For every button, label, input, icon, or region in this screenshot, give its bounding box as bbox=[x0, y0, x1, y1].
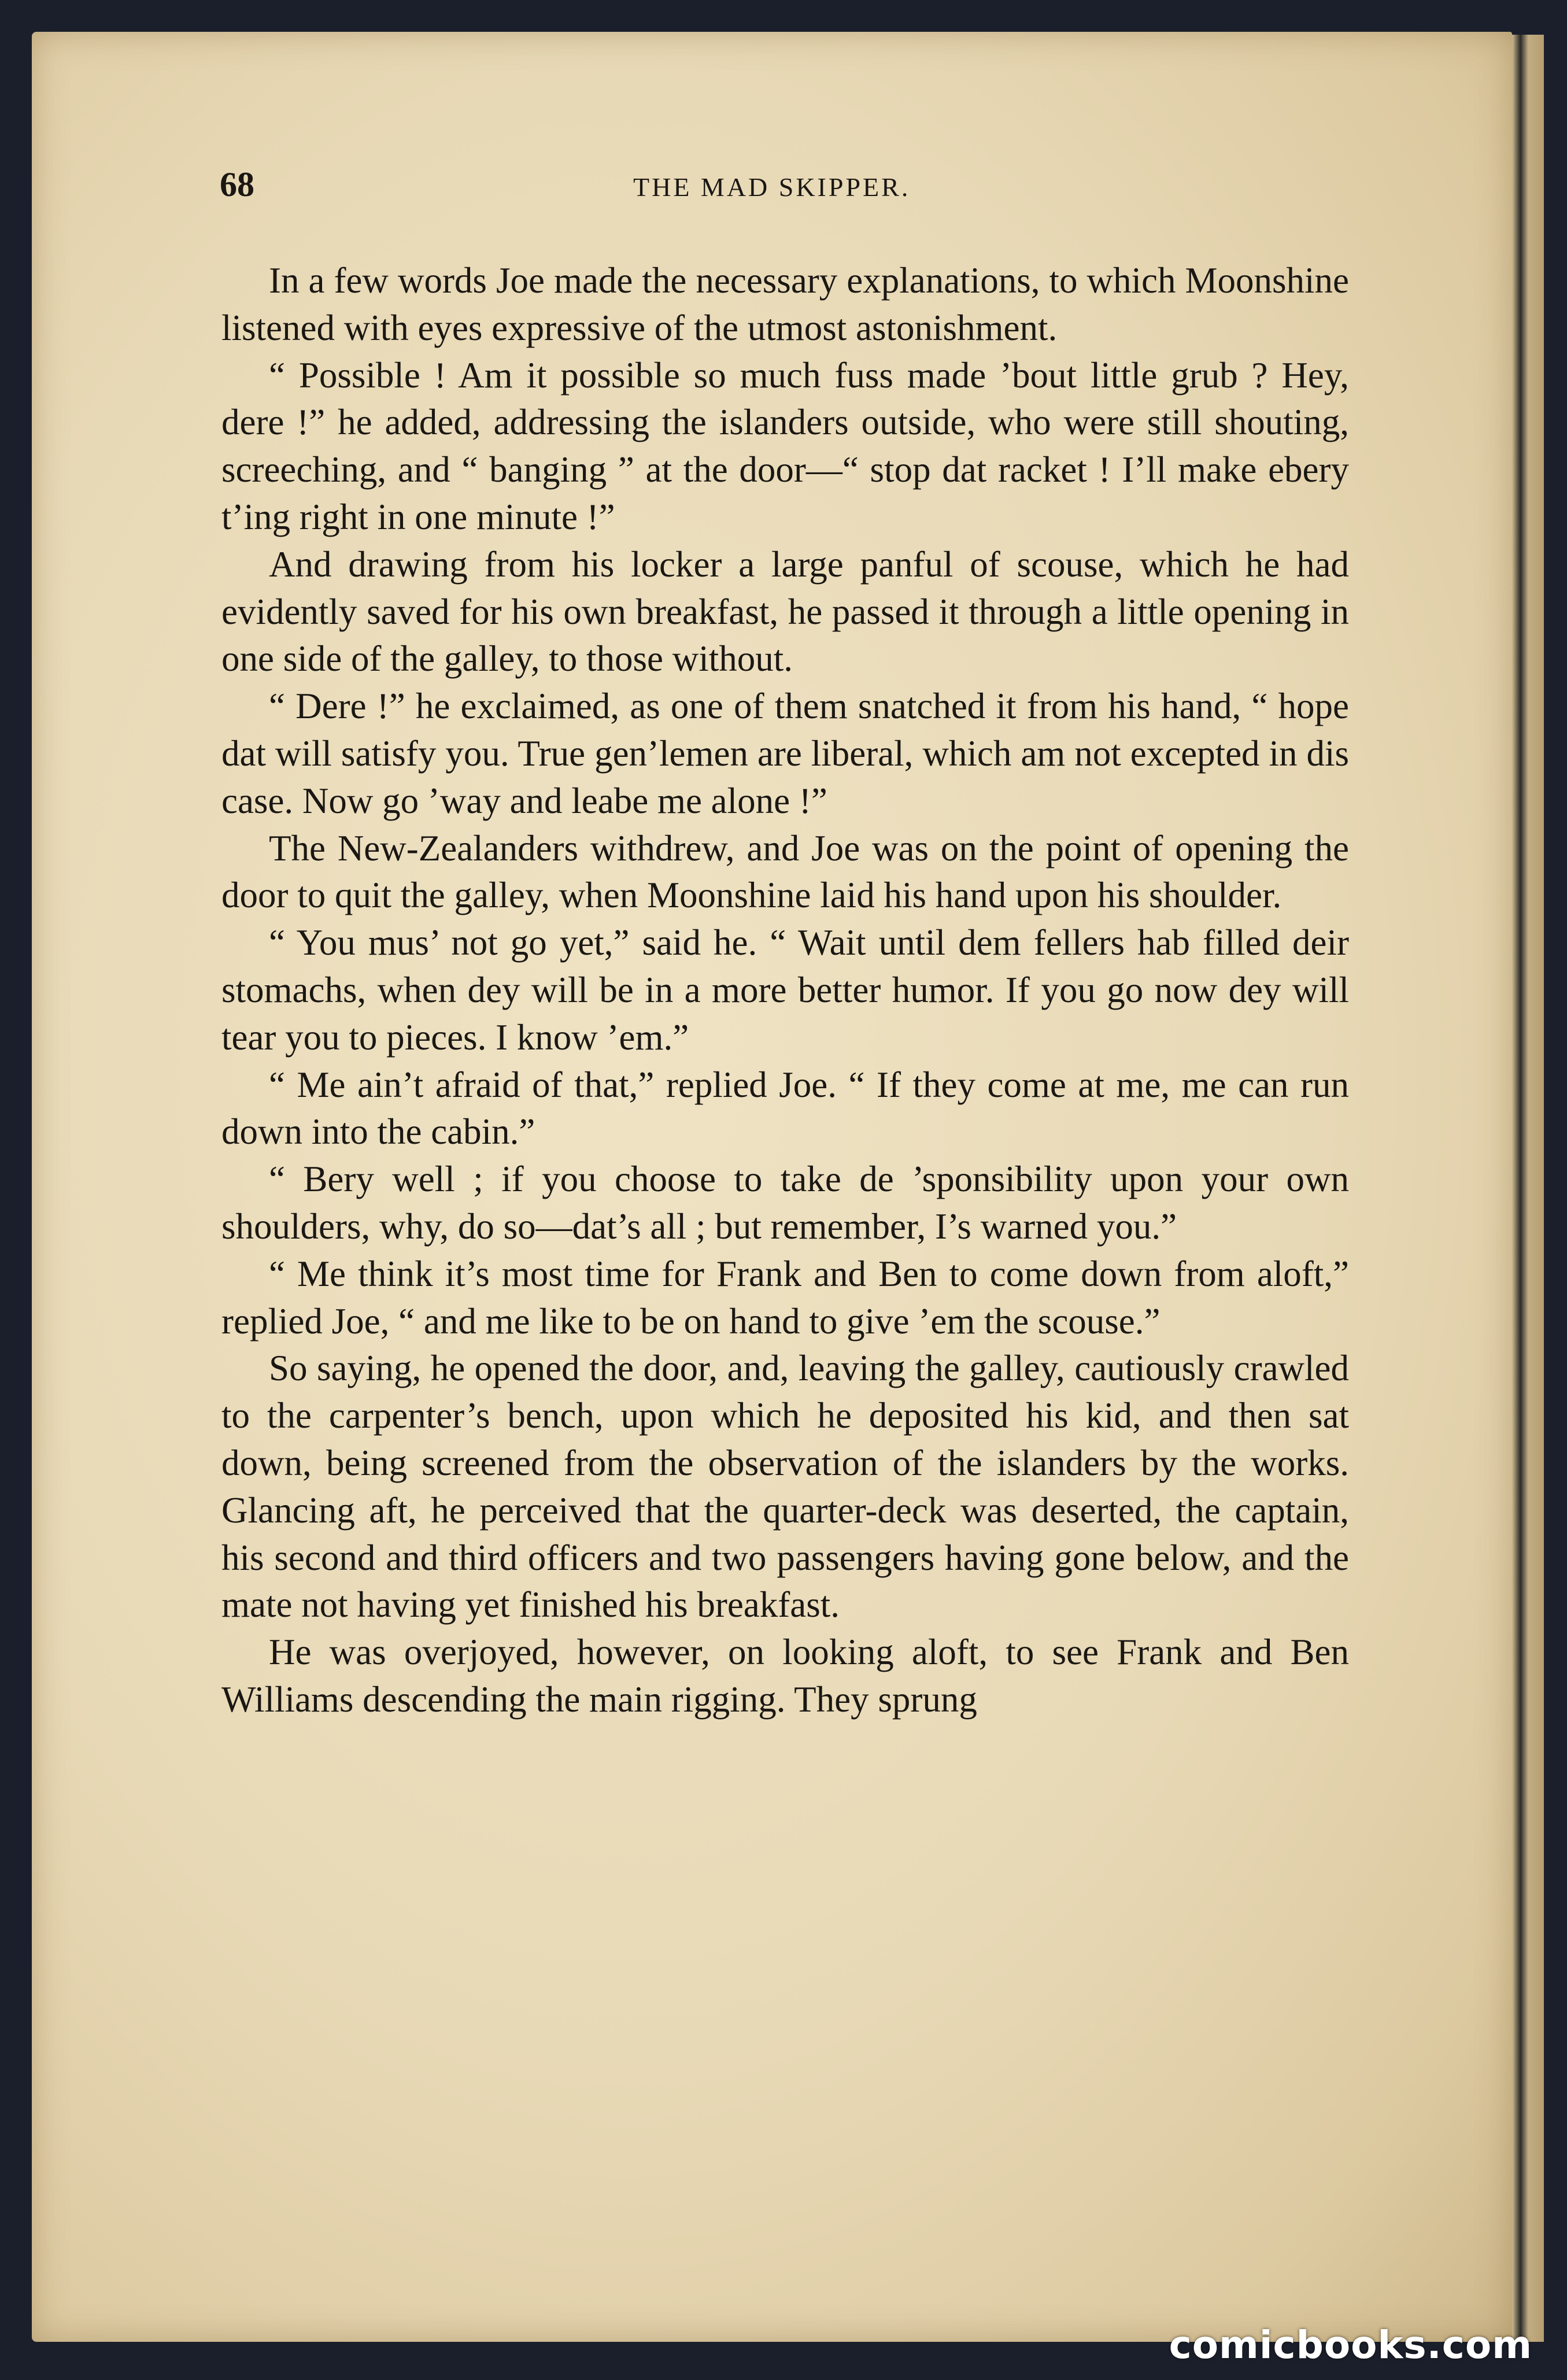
paragraph: “ Me think it’s most time for Frank and Ben to come down from aloft,” replied Joe, “ and me like to be on hand to give ’em the scouse.” bbox=[221, 1253, 1349, 1341]
paragraph: “ You mus’ not go yet,” said he. “ Wait until dem fellers hab filled deir stomachs, when dey will be in a more better humor. If you go now dey will tear you to pieces. I know ’em.” bbox=[221, 922, 1349, 1058]
paragraph: “ Me ain’t afraid of that,” replied Joe. “ If they come at me, me can run down into the cabin.” bbox=[221, 1064, 1349, 1152]
paragraph: And drawing from his locker a large panful of scouse, which he had evidently saved for his own breakfast, he passed it through a little opening in one side of the galley, to those without. bbox=[221, 544, 1349, 679]
paragraph: “ Possible ! Am it possible so much fuss made ’bout little grub ? Hey, dere !” he added, addressing the islanders outside, who were still shouting, screeching, and “ banging ” at the door—“ stop dat racket ! I’ll make ebery t’ing right in one minute !” bbox=[221, 354, 1349, 537]
running-head: THE MAD SKIPPER. bbox=[633, 172, 911, 202]
site-watermark: comicbooks.com bbox=[1169, 2323, 1532, 2367]
page-number: 68 bbox=[220, 165, 254, 204]
body-text bbox=[221, 257, 1349, 1724]
paragraph: “ Bery well ; if you choose to take de ’sponsibility upon your own shoulders, why, do so—dat’s all ; but remember, I’s warned you.” bbox=[221, 1159, 1349, 1247]
paragraph: In a few words Joe made the necessary explanations, to which Moonshine listened with eyes expressive of the utmost astonishment. bbox=[221, 260, 1349, 348]
paragraph: The New-Zealanders withdrew, and Joe was on the point of opening the door to quit the galley, when Moonshine laid his hand upon his shoulder. bbox=[221, 827, 1349, 916]
paragraph: He was overjoyed, however, on looking aloft, to see Frank and Ben Williams descending the main rigging. They sprung bbox=[221, 1632, 1349, 1720]
paragraph: So saying, he opened the door, and, leaving the galley, cautiously crawled to the carpenter’s bench, upon which he deposited his kid, and then sat down, being screened from the observation of the islanders by the works. Glancing aft, he perceived that the quarter-deck was deserted, the captain, his second and third officers and two passengers having gone below, and the mate not having yet finished his breakfast. bbox=[221, 1348, 1349, 1625]
paragraph: “ Dere !” he exclaimed, as one of them snatched it from his hand, “ hope dat will satisfy you. True gen’lemen are liberal, which am not excepted in dis case. Now go ’way and leabe me alone !” bbox=[221, 686, 1349, 821]
